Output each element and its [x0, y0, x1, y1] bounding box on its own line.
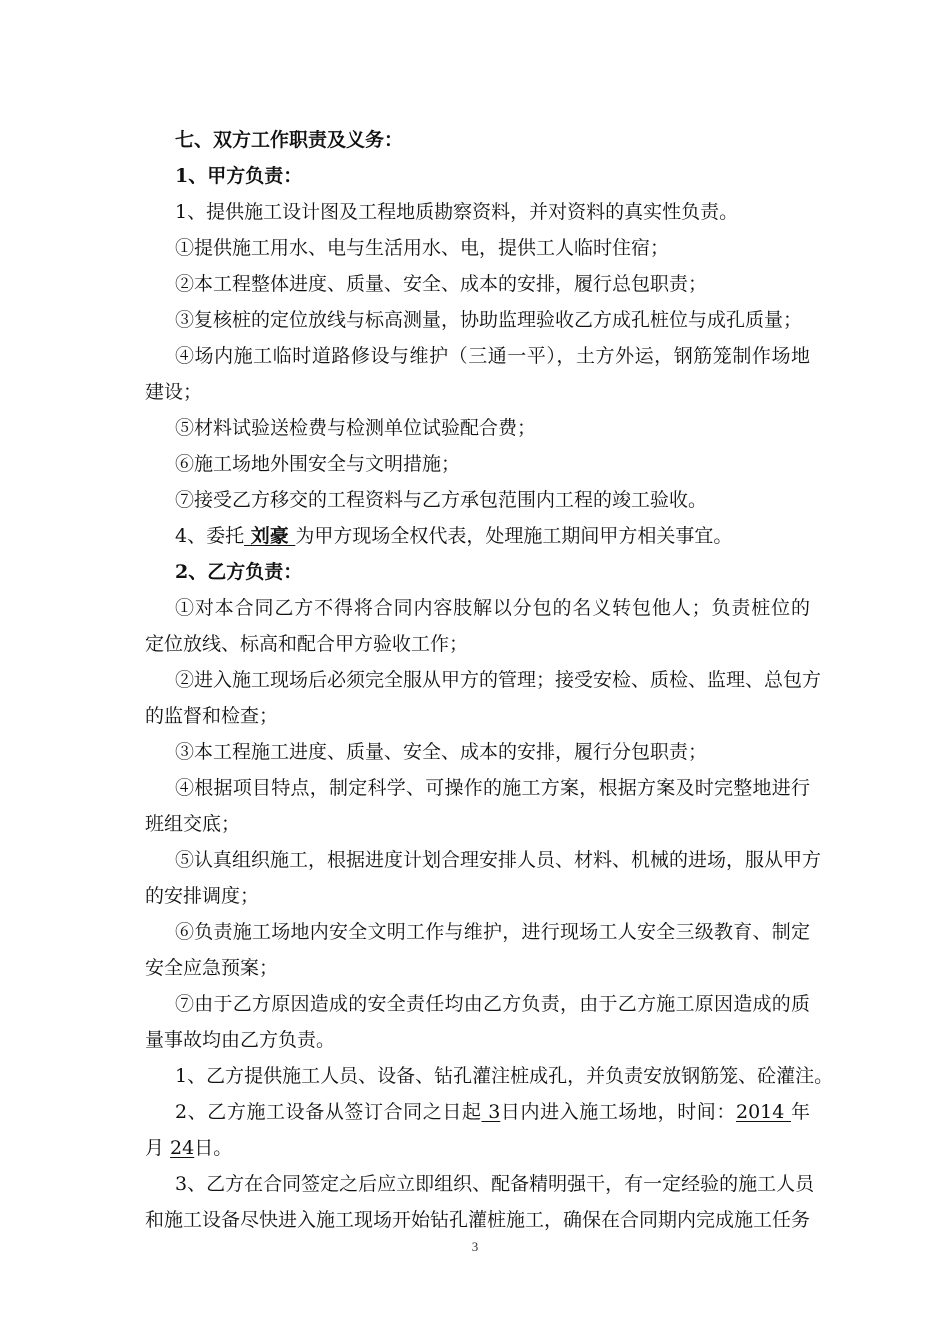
party-a-item-circle-3: ③复核桩的定位放线与标高测量，协助监理验收乙方成孔桩位与成孔质量； — [175, 309, 803, 331]
party-a-item-circle-4-line-1: ④场内施工临时道路修设与维护（三通一平），土方外运，钢筋笼制作场地 — [175, 345, 810, 367]
party-a-item-circle-1: ①提供施工用水、电与生活用水、电，提供工人临时住宿； — [175, 237, 670, 259]
party-b-item-circle-1-line-1: ①对本合同乙方不得将合同内容肢解以分包的名义转包他人；负责桩位的 — [175, 597, 810, 619]
party-b-item-circle-7-line-2: 量事故均由乙方负责。 — [145, 1029, 336, 1051]
representative-name: 刘豪 — [244, 525, 296, 547]
party-b-item-2-mid: 日内进入施工场地，时间： — [500, 1101, 736, 1123]
party-b-item-2-line-1 — [145, 1094, 810, 1130]
document-body — [145, 122, 834, 1238]
party-b-item-circle-4-line-1: ④根据项目特点，制定科学、可操作的施工方案，根据方案及时完整地进行 — [175, 777, 810, 799]
party-b-item-circle-4-line-2: 班组交底； — [145, 813, 241, 835]
party-a-item-circle-2: ②本工程整体进度、质量、安全、成本的安排，履行总包职责； — [175, 273, 708, 295]
party-b-item-2-line-2-suffix: 日。 — [194, 1137, 233, 1159]
page-number: 3 — [471, 1239, 479, 1254]
party-a-item-circle-4-line-2: 建设； — [145, 381, 203, 403]
party-b-item-circle-2-line-1: ②进入施工现场后必须完全服从甲方的管理；接受安检、质检、监理、总包方 — [175, 669, 822, 691]
party-a-item-1: 1、提供施工设计图及工程地质勘察资料，并对资料的真实性负责。 — [175, 201, 739, 223]
entry-year-value: 2014 — [735, 1101, 791, 1123]
party-b-item-2-line-2-prefix: 月 — [145, 1137, 171, 1159]
party-a-item-4-suffix: 为甲方现场全权代表，处理施工期间甲方相关事宜。 — [295, 525, 733, 547]
party-b-item-circle-5-line-2: 的安排调度； — [145, 885, 260, 907]
party-a-item-4-prefix: 4、委托 — [175, 525, 245, 547]
party-b-item-circle-1-line-2: 定位放线、标高和配合甲方验收工作； — [145, 633, 469, 655]
party-b-heading: 2、乙方负责： — [175, 561, 303, 583]
party-b-item-2-year-suffix: 年 — [790, 1101, 810, 1123]
party-a-heading: 1、甲方负责： — [175, 165, 303, 187]
entry-day-value: 24 — [170, 1137, 195, 1159]
party-b-item-circle-7-line-1: ⑦由于乙方原因造成的安全责任均由乙方负责，由于乙方施工原因造成的质 — [175, 993, 810, 1015]
party-a-item-circle-6: ⑥施工场地外围安全与文明措施； — [175, 453, 461, 475]
party-b-item-circle-5-line-1: ⑤认真组织施工，根据进度计划合理安排人员、材料、机械的进场，服从甲方 — [175, 849, 822, 871]
party-b-item-circle-6-line-1: ⑥负责施工场地内安全文明工作与维护，进行现场工人安全三级教育、制定 — [175, 921, 810, 943]
party-b-item-1: 1、乙方提供施工人员、设备、钻孔灌注桩成孔，并负责安放钢筋笼、砼灌注。 — [175, 1065, 834, 1087]
party-b-item-circle-3: ③本工程施工进度、质量、安全、成本的安排，履行分包职责； — [175, 741, 708, 763]
section-title: 七、双方工作职责及义务： — [175, 129, 404, 151]
party-b-item-2-prefix: 2、乙方施工设备从签订合同之日起 — [175, 1101, 482, 1123]
party-b-item-3-line-2: 和施工设备尽快进入施工现场开始钻孔灌桩施工，确保在合同期内完成施工任务 — [145, 1209, 811, 1231]
party-b-item-circle-6-line-2: 安全应急预案； — [145, 957, 279, 979]
party-a-item-circle-5: ⑤材料试验送检费与检测单位试验配合费； — [175, 417, 537, 439]
entry-days-value: 3 — [481, 1101, 501, 1123]
party-b-item-2-line-2 — [145, 1130, 810, 1166]
party-b-item-3-line-1: 3、乙方在合同签定之后应立即组织、配备精明强干，有一定经验的施工人员 — [175, 1173, 815, 1195]
party-a-item-circle-7: ⑦接受乙方移交的工程资料与乙方承包范围内工程的竣工验收。 — [175, 489, 708, 511]
party-b-item-circle-2-line-2: 的监督和检查； — [145, 705, 279, 727]
party-a-item-4 — [145, 518, 810, 554]
